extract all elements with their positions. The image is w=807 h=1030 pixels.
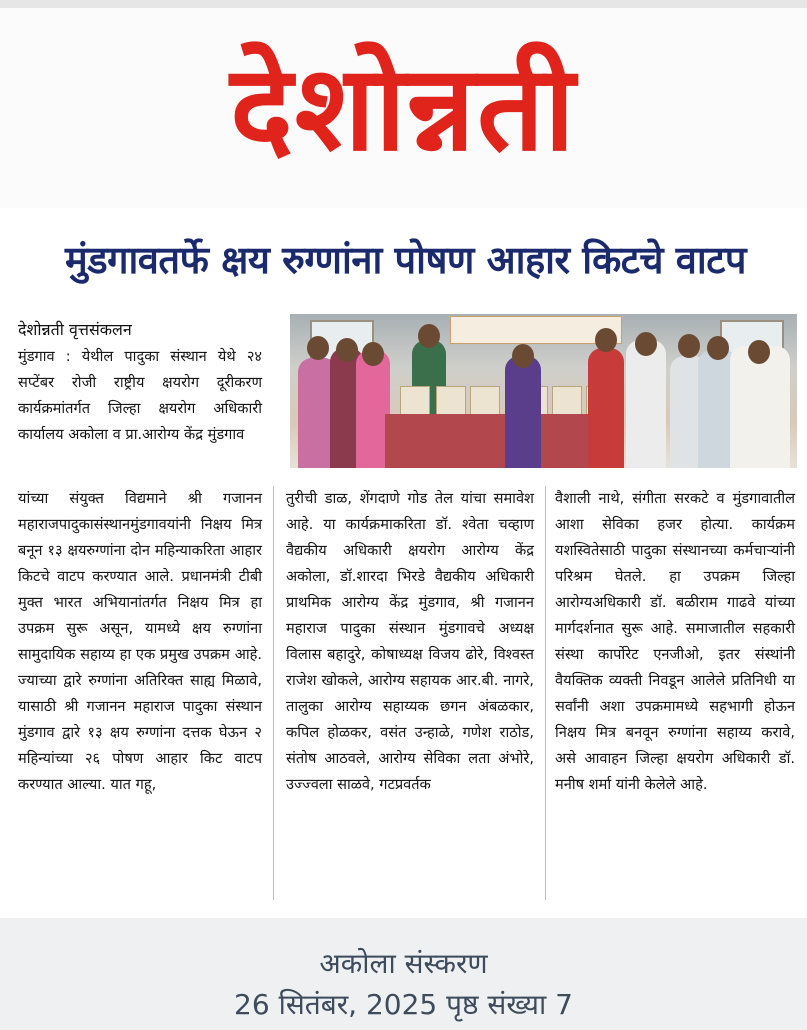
photo-person-head bbox=[635, 332, 657, 356]
photo-person bbox=[588, 348, 624, 468]
article-column-1: यांच्या संयुक्त विद्यमाने श्री गजानन महाराजपादुकासंस्थानमुंडगावयांनी निक्षय मित्र बनून १३ क्षयरुग्णांना दोन महिन्याकरिता आहार किटचे वाटप करण्यात आले. प्रधानमंत्री टीबी मुक्त भारत अभियानांतर्गत निक्षय मित्र हा उपक्रम सुरू असून, यामध्ये क्षय रुग्णांना सामुदायिक सहाय्य हा एक प्रमुख उपक्रम आहे. ज्याच्या द्वारे रुग्णांना अतिरिक्त साह्य मिळावे, यासाठी श्री गजानन महाराज पादुका संस्थान मुंडगाव द्वारे १३ क्षय रुग्णांना दत्तक घेऊन २ महिन्यांच्या २६ पोषण आहार किट वाटप करण्यात आल्या. यात गहू, bbox=[18, 490, 262, 793]
photo-person-head bbox=[678, 334, 700, 358]
photo-person bbox=[626, 340, 666, 468]
article-column-1-top: मुंडगाव : येथील पादुका संस्थान येथे २४ सप्टेंबर रोजी राष्ट्रीय क्षयरोग दूरीकरण कार्यक्रमांतर्गत जिल्हा क्षयरोग अधिकारी कार्यालय अकोला व प्रा.आरोग्य केंद्र मुंडगाव bbox=[18, 348, 262, 443]
column-divider bbox=[273, 486, 274, 900]
article-column-2: तुरीची डाळ, शेंगदाणे गोड तेल यांचा समावेश आहे. या कार्यक्रमाकरिता डॉ. श्वेता चव्हाण वैद्यकीय अधिकारी क्षयरोग आरोग्य केंद्र अकोला, डॉ.शारदा भिरडे वैद्यकीय अधिकारी प्राथमिक आरोग्य केंद्र मुंडगाव, श्री गजानन महाराज पादुका संस्थान मुंडगावचे अध्यक्ष विलास बहादुरे, कोषाध्यक्ष विजय ढोरे, विश्वस्त राजेश खोकले, आरोग्य सहायक आर.बी. नागरे, तालुका आरोग्य सहाय्यक छगन अंबळकार, कपिल होळकर, वसंत उन्हाळे, गणेश राठोड, संतोष आठवले, आरोग्य सेविका लता अंभोरे, उज्ज्वला साळवे, गटप्रवर्तक bbox=[286, 490, 534, 793]
photo-person-head bbox=[512, 344, 534, 368]
article-photo bbox=[290, 314, 797, 468]
photo-person-head bbox=[748, 340, 770, 364]
photo-person-head bbox=[336, 338, 358, 362]
dateline: 26 सितंबर, 2025 पृष्ठ संख्या 7 bbox=[234, 988, 573, 1021]
photo-person-head bbox=[707, 336, 729, 360]
photo-person-head bbox=[307, 336, 329, 360]
edition-label: अकोला संस्करण bbox=[319, 947, 488, 980]
article-headline: मुंडगावतर्फे क्षय रुग्णांना पोषण आहार किटचे वाटप bbox=[65, 238, 746, 282]
masthead-logo: देशोन्नती bbox=[230, 39, 577, 177]
column-divider bbox=[545, 486, 546, 900]
photo-person-head bbox=[362, 342, 384, 366]
article-byline: देशोन्नती वृत्तसंकलन bbox=[18, 320, 132, 339]
photo-person-head bbox=[595, 328, 617, 352]
photo-person bbox=[730, 346, 790, 468]
masthead bbox=[0, 8, 807, 208]
top-strip bbox=[0, 0, 807, 8]
photo-person bbox=[505, 356, 541, 468]
photo-person-head bbox=[418, 324, 440, 348]
article-column-3: वैशाली नाथे, संगीता सरकटे व मुंडगावातील आशा सेविका हजर होत्या. कार्यक्रम यशस्वितेसाठी पादुका संस्थानच्या कर्मचाऱ्यांनी परिश्रम घेतले. हा उपक्रम जिल्हा आरोग्यअधिकारी डॉ. बळीराम गाढवे यांच्या मार्गदर्शनात सुरू आहे. समाजातील सहकारी संस्था कार्पोरेट एनजीओ, इतर संस्थांनी वैयक्तिक व्यक्ती निवडून आलेले प्रतिनिधी या सर्वांनी अशा उपक्रमामध्ये सहभागी होऊन निक्षय मित्र बनवून रुग्णांना सहाय्य करावे, असे आवाहन जिल्हा क्षयरोग अधिकारी डॉ. मनीष शर्मा यांनी केलेले आहे. bbox=[555, 490, 795, 793]
photo-table bbox=[385, 414, 615, 468]
